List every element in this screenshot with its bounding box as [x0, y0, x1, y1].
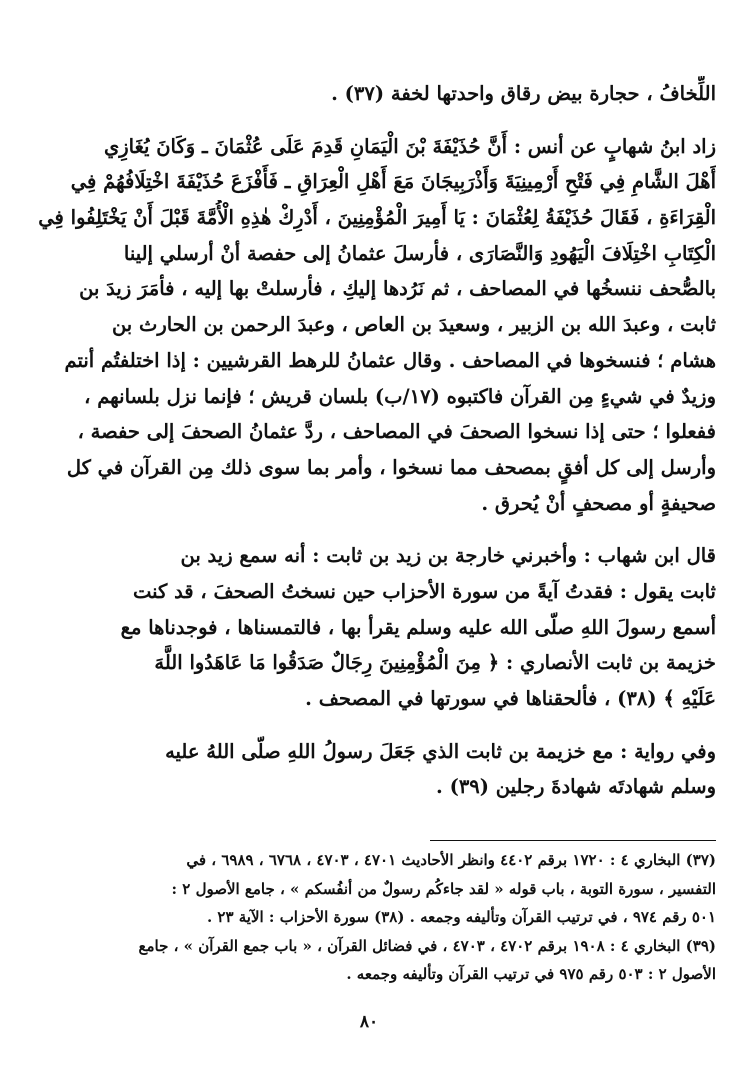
paragraph: [22, 129, 716, 522]
footnotes: [22, 846, 716, 989]
paragraph: [22, 76, 716, 112]
text-line: صحيفةٍ أو مصحفٍ أنْ يُحرق .: [481, 491, 716, 515]
main-text: [22, 76, 716, 805]
text-line: أسمع رسولَ اللهِ صلّى الله عليه وسلم يقرأ بها ، فالتمسناها ، فوجدناها مع: [120, 615, 716, 639]
text-line: قال ابن شهاب : وأخبرني خارجة بن زيد بن ثابت : أنه سمع زيد بن: [180, 544, 716, 568]
text-line: خزيمة بن ثابت الأنصاري : ﴿ مِنَ الْمُؤْمِنِينَ رِجَالٌ صَدَقُوا مَا عَاهَدُوا اللَّهَ: [154, 651, 716, 675]
footnote-separator: [430, 840, 716, 841]
paragraph-gap: [22, 521, 716, 538]
text-line: الْكِتَابِ اخْتِلَافَ الْيَهُودِ وَالنَّصَارَى ، فأرسلَ عثمانُ إلى حفصة أنْ أرسلي إلينا: [123, 241, 716, 265]
text-line: ثابت ، وعبدَ الله بن الزبير ، وسعيدَ بن العاص ، وعبدَ الرحمن بن الحارث بن: [111, 313, 716, 337]
footnote-line: ٥٠١ رقم ٩٧٤ ، في ترتيب القرآن وتأليفه وجمعه . (٣٨) سورة الأحزاب : الآية ٢٣ .: [206, 908, 716, 926]
text-line: الْقِرَاءَةِ ، فَقَالَ حُذَيْفَةُ لِعُثْمَانَ : يَا أَمِيرَ الْمُؤْمِنِينَ ، أَدْرِكْ هٰذِهِ الْأُمَّةَ قَبْلَ أَنْ يَخْتَلِفُوا فِي: [38, 206, 716, 230]
paragraph: [22, 734, 716, 805]
text-line: زاد ابنُ شهابٍ عن أنس : أَنَّ حُذَيْفَةَ بْنَ الْيَمَانِ قَدِمَ عَلَى عُثْمَانَ ـ وَكَانَ يُغَازِي: [103, 134, 716, 158]
text-line: وأرسل إلى كل أفقٍ بمصحف مما نسخوا ، وأمر بما سوى ذلك مِن القرآن في كل: [66, 455, 716, 479]
footnote-line: (٣٧) البخاري ٤ : ١٧٢٠ برقم ٤٤٠٢ وانظر الأحاديث ٤٧٠١ ، ٤٧٠٣ ، ٦٧٦٨ ، ٦٩٨٩ ، في: [186, 851, 716, 869]
text-line: ثابت يقول : فقدتُ آيةً من سورة الأحزاب حين نسختُ الصحفَ ، قد كنت: [132, 579, 716, 603]
text-line: اللِّخافُ ، حجارة بيض رقاق واحدتها لخفة (٣٧) .: [331, 82, 716, 105]
text-line: ففعلوا ؛ حتى إذا نسخوا الصحفَ في المصاحف ، ردَّ عثمانُ الصحفَ إلى حفصة ،: [77, 420, 716, 444]
text-line: أَهْلَ الشَّامِ فِي فَتْحِ أَرْمِينِيَةَ وَأَذْرَبِيجَانَ مَعَ أَهْلِ الْعِرَاقِ ـ فَأَفْزَعَ حُذَيْفَةَ اخْتِلَافُهُمْ فِي: [70, 170, 716, 194]
text-line: وسلم شهادتَه شهادةَ رجلين (٣٩) .: [436, 775, 716, 799]
footnote-line: التفسير ، سورة التوبة ، باب قوله « لقد جاءكُم رسولٌ من أنفُسكم » ، جامع الأصول ٢ :: [171, 879, 716, 898]
paragraph: [22, 538, 716, 716]
paragraph-gap: [22, 717, 716, 734]
page-number: ٨٠: [359, 1012, 379, 1032]
footnote-line: الأصول ٢ : ٥٠٣ رقم ٩٧٥ في ترتيب القرآن وتأليفه وجمعه .: [346, 965, 716, 983]
text-line: هشام ؛ فنسخوها في المصاحف . وقال عثمانُ للرهط القرشيين : إذا اختلفتُم أنتم: [64, 348, 716, 372]
text-line: بالصُّحف ننسخُها في المصاحف ، ثم نَرُدها إليكِ ، فأرسلتْ بها إليه ، فأمَرَ زيدَ بن: [79, 277, 716, 301]
text-line: وفي رواية : مع خزيمة بن ثابت الذي جَعَلَ رسولُ اللهِ صلّى اللهُ عليه: [165, 739, 716, 763]
paragraph-gap: [22, 112, 716, 129]
text-line: عَلَيْهِ ﴾ (٣٨) ، فألحقناها في سورتها في المصحف .: [305, 687, 716, 710]
text-line: وزيدٌ في شيءٍ مِن القرآن فاكتبوه (١٧/ب) بلسان قريش ؛ فإنما نزل بلسانهم ،: [84, 384, 716, 408]
footnote-line: (٣٩) البخاري ٤ : ١٩٠٨ برقم ٤٧٠٢ ، ٤٧٠٣ ، في فضائل القرآن ، « باب جمع القرآن » ، جامع: [138, 936, 716, 955]
